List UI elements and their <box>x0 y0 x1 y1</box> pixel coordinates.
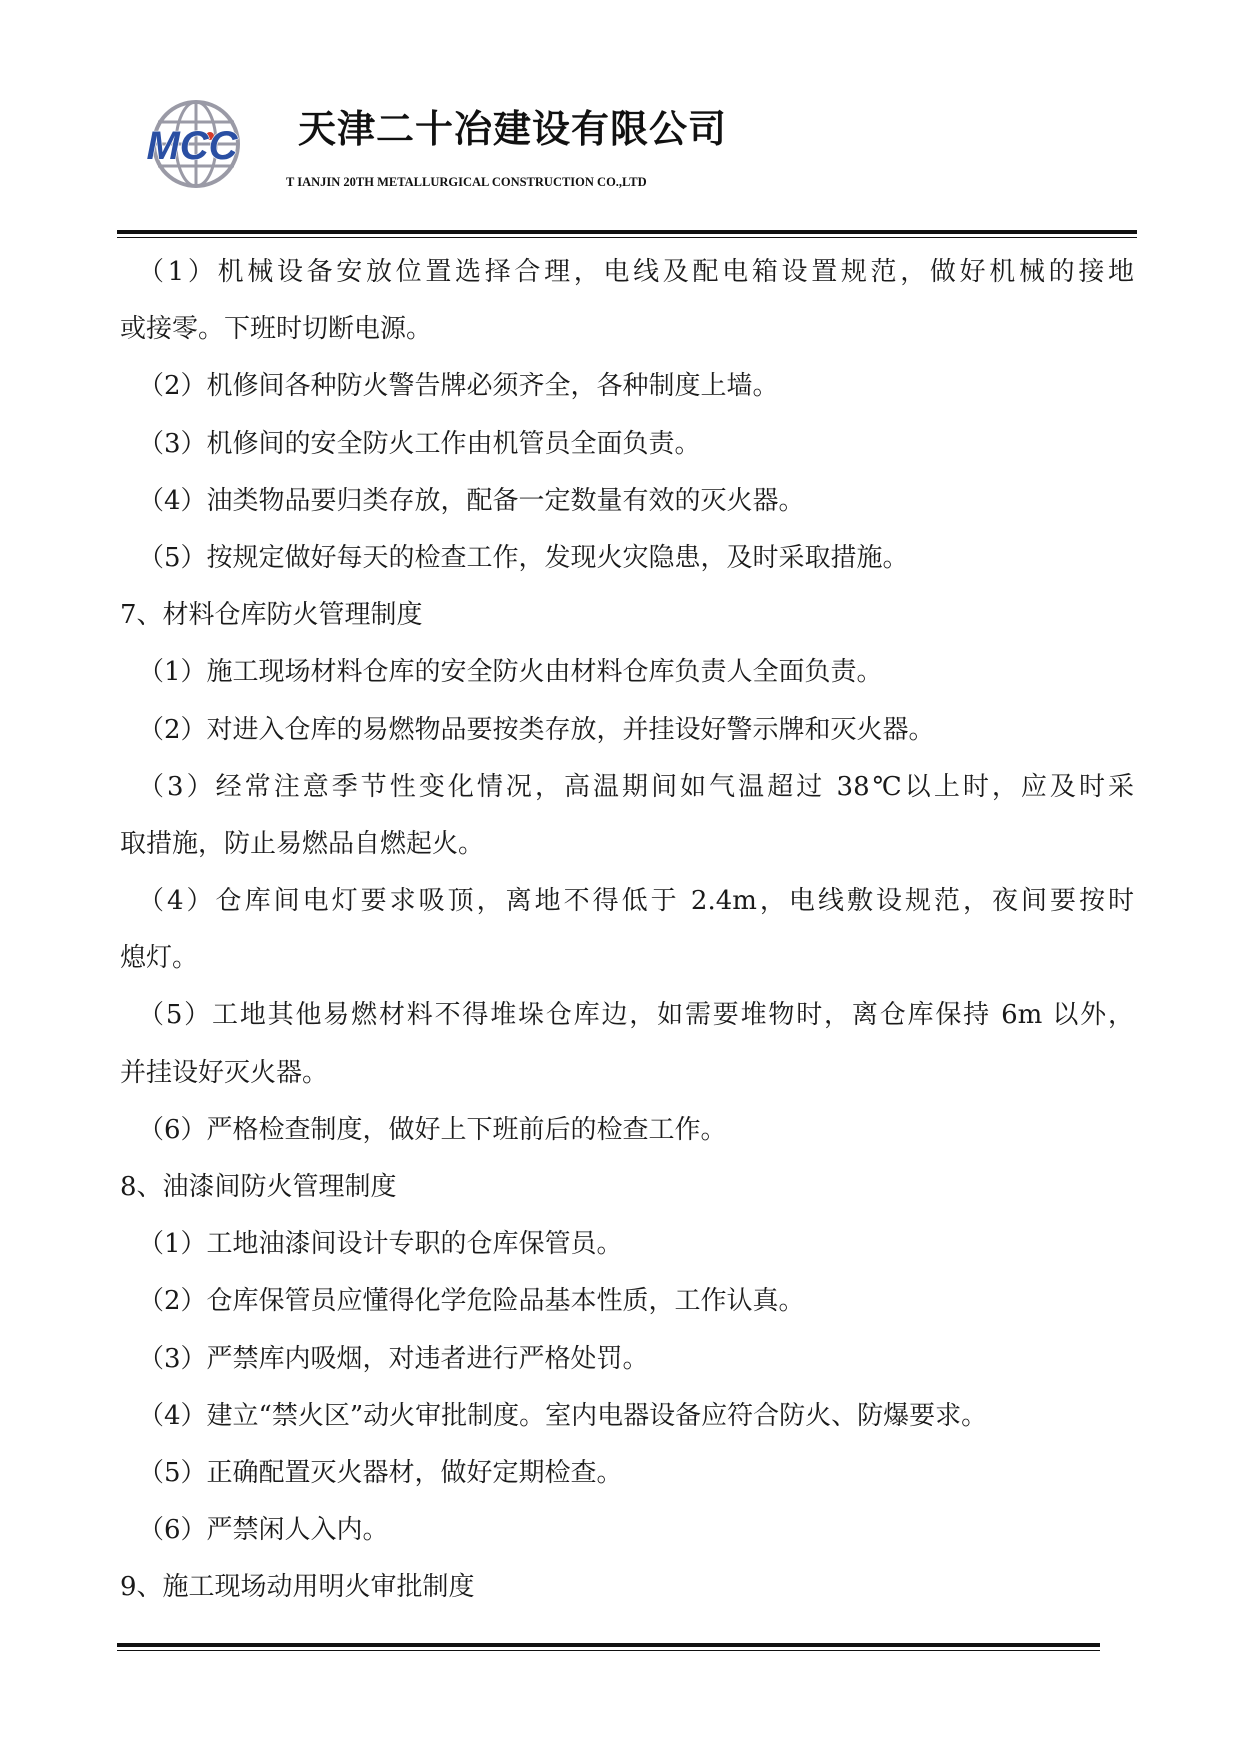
paragraph-line: （1）施工现场材料仓库的安全防火由材料仓库负责人全面负责。 <box>138 657 883 688</box>
paragraph-line: 取措施，防止易燃品自燃起火。 <box>120 828 485 859</box>
section-heading: 9、施工现场动用明火审批制度 <box>120 1572 475 1603</box>
header-divider-thick <box>117 230 1137 234</box>
paragraph-line: （4）建立“禁火区”动火审批制度。室内电器设备应符合防火、防爆要求。 <box>138 1400 988 1431</box>
footer-divider-thin <box>117 1650 1100 1651</box>
mcc-logo <box>118 92 268 192</box>
company-name-english: T IANJIN 20TH METALLURGICAL CONSTRUCTION CO.,LTD <box>286 175 647 189</box>
section-heading: 8、油漆间防火管理制度 <box>120 1172 397 1202</box>
document-body <box>120 244 1134 1617</box>
paragraph-line: （5）工地其他易燃材料不得堆垛仓库边，如需要堆物时，离仓库保持 6m 以外， <box>138 1000 1134 1031</box>
paragraph-line: 并挂设好灭火器。 <box>120 1057 329 1088</box>
section-heading: 7、材料仓库防火管理制度 <box>120 600 423 631</box>
paragraph-line: 熄灯。 <box>120 943 199 974</box>
paragraph-line: （2）对进入仓库的易燃物品要按类存放，并挂设好警示牌和灭火器。 <box>138 714 935 745</box>
logo-text: MCC <box>146 124 238 168</box>
paragraph-line: （3）经常注意季节性变化情况，高温期间如气温超过 38℃以上时，应及时采 <box>138 771 1134 802</box>
paragraph-line: （5）正确配置灭火器材，做好定期检查。 <box>138 1457 623 1488</box>
paragraph-line: （4）仓库间电灯要求吸顶，离地不得低于 2.4m，电线敷设规范，夜间要按时 <box>138 886 1134 917</box>
paragraph-line: （1）机械设备安放位置选择合理，电线及配电箱设置规范，做好机械的接地 <box>138 257 1134 287</box>
paragraph-line: （6）严禁闲人入内。 <box>138 1515 389 1546</box>
paragraph-line: （3）严禁库内吸烟，对违者进行严格处罚。 <box>138 1343 649 1374</box>
header-divider-thin <box>117 237 1137 238</box>
paragraph-line: 或接零。下班时切断电源。 <box>120 314 433 345</box>
paragraph-line: （1）工地油漆间设计专职的仓库保管员。 <box>138 1229 623 1260</box>
paragraph-line: （5）按规定做好每天的检查工作，发现火灾隐患，及时采取措施。 <box>138 542 909 573</box>
page-header <box>118 92 1138 202</box>
paragraph-line: （2）仓库保管员应懂得化学危险品基本性质，工作认真。 <box>138 1286 805 1317</box>
paragraph-line: （4）油类物品要归类存放，配备一定数量有效的灭火器。 <box>138 485 805 516</box>
paragraph-line: （6）严格检查制度，做好上下班前后的检查工作。 <box>138 1114 727 1145</box>
footer-divider-thick <box>117 1643 1100 1647</box>
company-name-chinese: 天津二十冶建设有限公司 <box>298 107 728 151</box>
paragraph-line: （2）机修间各种防火警告牌必须齐全，各种制度上墙。 <box>138 371 779 402</box>
paragraph-line: （3）机修间的安全防火工作由机管员全面负责。 <box>138 428 701 459</box>
